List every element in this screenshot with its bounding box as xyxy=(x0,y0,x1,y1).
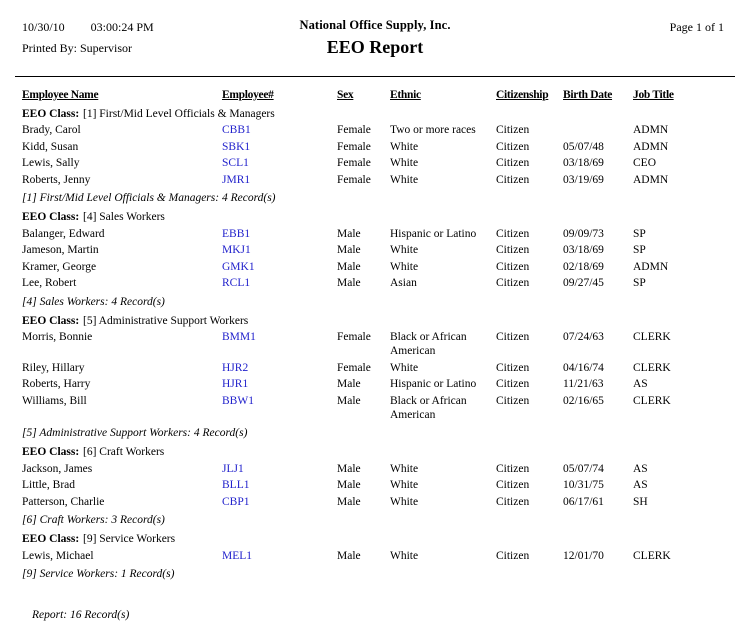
employee-ethnic: White xyxy=(390,244,419,256)
employee-name: Brady, Carol xyxy=(22,124,81,136)
employee-birthdate: 09/27/45 xyxy=(563,277,604,289)
employee-birthdate: 03/18/69 xyxy=(563,244,604,256)
employee-number[interactable]: RCL1 xyxy=(222,277,251,289)
employee-number[interactable]: MKJ1 xyxy=(222,244,251,256)
print-date: 10/30/10 xyxy=(22,20,65,34)
group-record-count: [5] Administrative Support Workers: 4 Record(s) xyxy=(22,427,248,439)
column-header-employee-name: Employee Name xyxy=(22,88,99,101)
employee-name: Jackson, James xyxy=(22,462,93,475)
employee-sex: Female xyxy=(337,124,371,136)
eeo-class-row xyxy=(22,104,738,121)
header-divider xyxy=(15,76,735,77)
employee-row xyxy=(22,257,738,274)
employee-name: Riley, Hillary xyxy=(22,361,85,374)
employee-citizenship: Citizen xyxy=(496,331,530,343)
employee-name: Balanger, Edward xyxy=(22,227,105,240)
employee-number[interactable]: BMM1 xyxy=(222,331,256,343)
employee-row xyxy=(22,274,738,291)
eeo-class-name: [6] Craft Workers xyxy=(83,446,165,458)
employee-citizenship: Citizen xyxy=(496,173,530,186)
employee-citizenship: Citizen xyxy=(496,394,530,407)
employee-citizenship: Citizen xyxy=(496,361,530,374)
employee-row xyxy=(22,375,738,392)
employee-sex: Male xyxy=(337,479,361,491)
employee-birthdate xyxy=(563,121,633,124)
column-header-sex: Sex xyxy=(337,88,354,101)
employee-row xyxy=(22,241,738,258)
employee-sex: Male xyxy=(337,462,361,475)
employee-citizenship: Citizen xyxy=(496,495,530,508)
employee-ethnic: White xyxy=(390,479,419,491)
employee-ethnic: White xyxy=(390,462,419,475)
employee-sex: Male xyxy=(337,277,361,289)
employee-row xyxy=(22,358,738,375)
employee-row xyxy=(22,121,738,138)
employee-row xyxy=(22,492,738,509)
employee-citizenship: Citizen xyxy=(496,378,530,390)
employee-row xyxy=(22,328,738,359)
employee-sex: Male xyxy=(337,495,361,508)
eeo-class-row xyxy=(22,442,738,459)
employee-name: Morris, Bonnie xyxy=(22,331,93,343)
employee-jobtitle: ADMN xyxy=(633,140,669,153)
group-record-count: [9] Service Workers: 1 Record(s) xyxy=(22,568,175,580)
eeo-group xyxy=(22,442,738,529)
group-record-count: [6] Craft Workers: 3 Record(s) xyxy=(22,514,165,526)
employee-citizenship: Citizen xyxy=(496,227,530,240)
print-time: 03:00:24 PM xyxy=(90,20,154,34)
eeo-class-name: [5] Administrative Support Workers xyxy=(83,314,249,327)
employee-ethnic: White xyxy=(390,157,419,169)
employee-jobtitle: SP xyxy=(633,277,646,289)
employee-sex: Male xyxy=(337,244,361,256)
employee-citizenship: Citizen xyxy=(496,244,530,256)
employee-row xyxy=(22,391,738,422)
employee-jobtitle: AS xyxy=(633,479,648,491)
employee-jobtitle: CLERK xyxy=(633,549,671,562)
employee-jobtitle: AS xyxy=(633,378,648,390)
employee-ethnic: White xyxy=(390,260,419,273)
employee-ethnic: White xyxy=(390,495,419,508)
employee-name: Kidd, Susan xyxy=(22,140,79,153)
employee-ethnic: Black or African American xyxy=(390,331,467,357)
employee-name: Williams, Bill xyxy=(22,394,87,407)
eeo-class-label: EEO Class: xyxy=(22,211,80,223)
employee-jobtitle: SP xyxy=(633,227,646,240)
employee-sex: Female xyxy=(337,331,371,343)
eeo-class-row xyxy=(22,311,738,328)
employee-jobtitle: SP xyxy=(633,244,646,256)
employee-name: Roberts, Jenny xyxy=(22,173,91,186)
employee-ethnic: Two or more races xyxy=(390,124,476,136)
eeo-class-name: [4] Sales Workers xyxy=(83,211,165,223)
page-header xyxy=(12,18,738,70)
employee-row xyxy=(22,476,738,493)
company-name: National Office Supply, Inc. xyxy=(299,18,451,32)
employee-sex: Female xyxy=(337,157,371,169)
employee-number[interactable]: HJR1 xyxy=(222,378,249,390)
employee-citizenship: Citizen xyxy=(496,260,530,273)
employee-sex: Male xyxy=(337,227,361,240)
employee-number[interactable]: GMK1 xyxy=(222,260,255,273)
report-total-summary: Report: 16 Record(s) xyxy=(32,609,130,621)
employee-number[interactable]: JLJ1 xyxy=(222,462,244,475)
employee-name: Kramer, George xyxy=(22,260,97,273)
column-header-employee-number: Employee# xyxy=(222,88,274,101)
employee-name: Lewis, Sally xyxy=(22,157,80,169)
employee-birthdate: 05/07/74 xyxy=(563,462,604,475)
employee-birthdate: 04/16/74 xyxy=(563,361,604,374)
employee-birthdate: 11/21/63 xyxy=(563,378,604,390)
employee-number[interactable]: SBK1 xyxy=(222,140,251,153)
employee-ethnic: Asian xyxy=(390,277,417,289)
report-heading xyxy=(12,18,738,58)
employee-name: Jameson, Martin xyxy=(22,244,99,256)
eeo-class-row xyxy=(22,529,738,546)
employee-row xyxy=(22,224,738,241)
employee-name: Lewis, Michael xyxy=(22,549,94,562)
employee-sex: Male xyxy=(337,378,361,390)
employee-row xyxy=(22,546,738,563)
employee-ethnic: Black or African American xyxy=(390,394,467,421)
eeo-class-name: [9] Service Workers xyxy=(83,533,176,545)
employee-jobtitle: CLERK xyxy=(633,394,671,407)
employee-sex: Female xyxy=(337,173,371,186)
employee-birthdate: 03/18/69 xyxy=(563,157,604,169)
report-title: EEO Report xyxy=(326,37,424,57)
eeo-group xyxy=(22,104,738,208)
eeo-table xyxy=(12,85,738,621)
column-header-row xyxy=(22,85,738,102)
employee-citizenship: Citizen xyxy=(496,277,530,289)
employee-birthdate: 06/17/61 xyxy=(563,495,604,508)
employee-ethnic: White xyxy=(390,361,419,374)
eeo-group xyxy=(22,311,738,443)
eeo-class-label: EEO Class: xyxy=(22,446,80,458)
employee-name: Roberts, Harry xyxy=(22,378,91,390)
employee-row xyxy=(22,459,738,476)
employee-jobtitle: CLERK xyxy=(633,331,671,343)
eeo-class-row xyxy=(22,207,738,224)
employee-citizenship: Citizen xyxy=(496,549,530,562)
employee-citizenship: Citizen xyxy=(496,124,530,136)
employee-ethnic: White xyxy=(390,549,419,562)
employee-number[interactable]: SCL1 xyxy=(222,157,249,169)
employee-citizenship: Citizen xyxy=(496,479,530,491)
employee-jobtitle: AS xyxy=(633,462,648,475)
eeo-group xyxy=(22,207,738,311)
employee-ethnic: Hispanic or Latino xyxy=(390,378,477,390)
employee-birthdate: 12/01/70 xyxy=(563,549,604,562)
employee-birthdate: 03/19/69 xyxy=(563,173,604,186)
column-header-ethnic: Ethnic xyxy=(390,88,421,101)
employee-name: Little, Brad xyxy=(22,479,76,491)
employee-sex: Male xyxy=(337,394,361,407)
employee-jobtitle: CEO xyxy=(633,157,656,169)
employee-row xyxy=(22,170,738,187)
employee-citizenship: Citizen xyxy=(496,140,530,153)
employee-ethnic: Hispanic or Latino xyxy=(390,227,477,240)
employee-birthdate: 10/31/75 xyxy=(563,479,604,491)
employee-number[interactable]: MEL1 xyxy=(222,549,253,562)
employee-name: Patterson, Charlie xyxy=(22,495,105,508)
column-header-job-title: Job Title xyxy=(633,88,674,101)
employee-sex: Male xyxy=(337,260,361,273)
employee-birthdate: 02/16/65 xyxy=(563,394,604,407)
employee-citizenship: Citizen xyxy=(496,462,530,475)
employee-citizenship: Citizen xyxy=(496,157,530,169)
employee-number[interactable]: JMR1 xyxy=(222,173,251,186)
employee-jobtitle: SH xyxy=(633,495,648,508)
employee-birthdate: 02/18/69 xyxy=(563,260,604,273)
employee-sex: Male xyxy=(337,549,361,562)
employee-jobtitle: ADMN xyxy=(633,173,669,186)
employee-sex: Female xyxy=(337,361,371,374)
employee-number[interactable]: BLL1 xyxy=(222,479,250,491)
employee-sex: Female xyxy=(337,140,371,153)
report-body xyxy=(22,104,738,584)
employee-birthdate: 05/07/48 xyxy=(563,140,604,153)
eeo-class-name: [1] First/Mid Level Officials & Managers xyxy=(83,107,275,120)
employee-birthdate: 07/24/63 xyxy=(563,331,604,343)
employee-number[interactable]: CBB1 xyxy=(222,124,251,136)
group-record-count: [1] First/Mid Level Officials & Managers: 4 Record(s) xyxy=(22,192,276,204)
group-record-count: [4] Sales Workers: 4 Record(s) xyxy=(22,295,165,308)
eeo-class-label: EEO Class: xyxy=(22,533,80,545)
employee-ethnic: White xyxy=(390,140,419,153)
employee-name: Lee, Robert xyxy=(22,277,77,289)
employee-jobtitle: ADMN xyxy=(633,124,669,136)
employee-number[interactable]: HJR2 xyxy=(222,361,249,374)
employee-number[interactable]: BBW1 xyxy=(222,394,254,407)
employee-birthdate: 09/09/73 xyxy=(563,227,604,240)
printed-by: Printed By: Supervisor xyxy=(22,41,132,55)
column-header-birth-date: Birth Date xyxy=(563,88,613,101)
eeo-class-label: EEO Class: xyxy=(22,107,80,120)
eeo-class-label: EEO Class: xyxy=(22,314,80,327)
employee-jobtitle: CLERK xyxy=(633,361,671,374)
eeo-group xyxy=(22,529,738,583)
employee-number[interactable]: CBP1 xyxy=(222,495,250,508)
employee-ethnic: White xyxy=(390,173,419,186)
page-number: Page 1 of 1 xyxy=(669,20,724,34)
employee-jobtitle: ADMN xyxy=(633,260,669,273)
employee-number[interactable]: EBB1 xyxy=(222,227,251,240)
column-header-citizenship: Citizenship xyxy=(496,88,549,101)
employee-row xyxy=(22,154,738,171)
employee-row xyxy=(22,137,738,154)
